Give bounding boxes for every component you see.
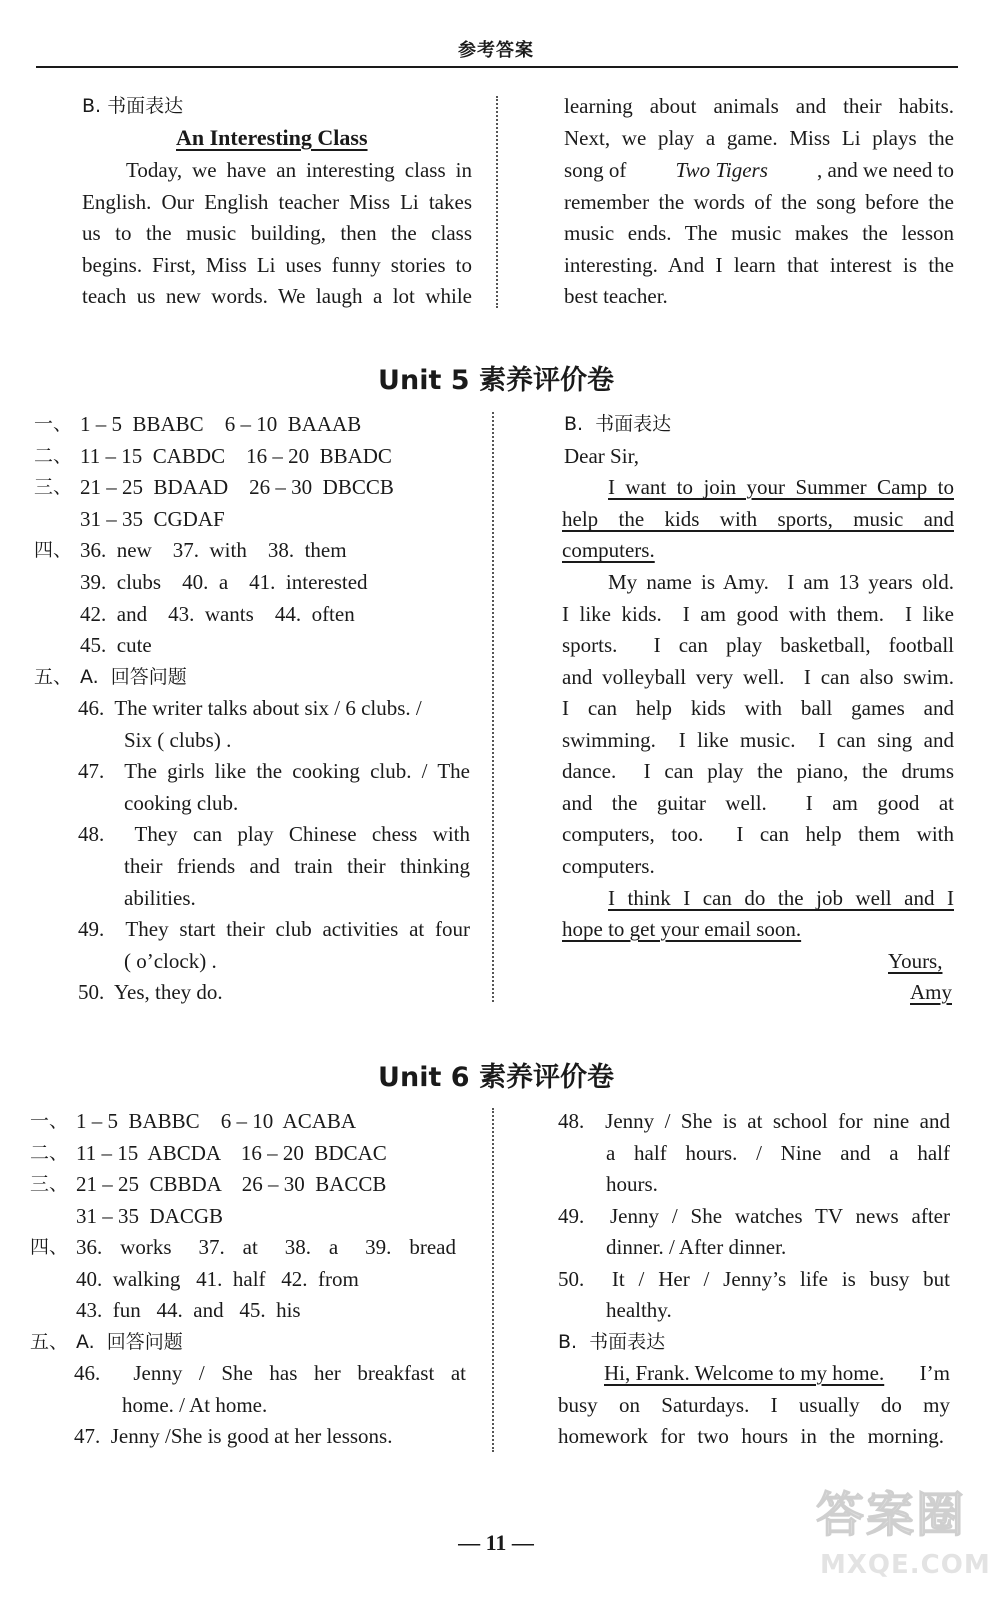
letter-line: swimming. I like music. I can sing and [562, 728, 954, 752]
answer-line: 11 – 15 ABCDA 16 – 20 BDCAC [76, 1141, 387, 1165]
answer-line: 48. Jenny / She is at school for nine and [558, 1109, 950, 1133]
answer-line: dinner. / After dinner. [606, 1235, 787, 1259]
section-number: 三、 [34, 476, 73, 498]
essay-text: Hi, Frank. Welcome to my home. [604, 1361, 885, 1385]
letter-line: I think I can do the job well and I [608, 886, 954, 910]
watermark-text-top: 答案圈 [816, 1487, 967, 1543]
letter-greeting: Dear Sir, [564, 444, 639, 468]
letter-line: help the kids with sports, music and [562, 507, 954, 531]
letter-line: sports. I can play basketball, football [562, 633, 954, 657]
page-number: — 11 — [458, 1530, 534, 1555]
answer-line: 31 – 35 DACGB [76, 1204, 224, 1228]
answer-line: 48. They can play Chinese chess with [78, 822, 470, 846]
unit6-title: Unit 6 素养评价卷 [378, 1062, 614, 1093]
section-number: 一、 [34, 413, 73, 435]
answer-line: 40. walking 41. half 42. from [76, 1267, 359, 1291]
answer-line: 45. cute [80, 633, 152, 657]
letter-line: computers. [562, 854, 655, 878]
essay-line: teach us new words. We laugh a lot while [82, 284, 472, 308]
essay-line: Today, we have an interesting class in [126, 158, 472, 182]
answer-line: ( o’clock) . [124, 949, 217, 973]
answer-line: Six ( clubs) . [124, 728, 232, 752]
answer-line: 11 – 15 CABDC 16 – 20 BBADC [80, 444, 392, 468]
letter-line: and volleyball very well. I can also swim. [562, 665, 954, 689]
answer-line: 49. Jenny / She watches TV news after [558, 1204, 950, 1228]
answer-line: 1 – 5 BABBC 6 – 10 ACABA [76, 1109, 357, 1133]
essay-title: An Interesting Class [176, 125, 368, 150]
answer-line: 46. Jenny / She has her breakfast at [74, 1361, 466, 1385]
essay-line: remember the words of the song before the [564, 190, 954, 214]
page-header-title: 参考答案 [458, 40, 534, 61]
letter-line: I like kids. I am good with them. I like [562, 602, 954, 626]
answer-line: 43. fun 44. and 45. his [76, 1298, 301, 1322]
letter-line: dance. I can play the piano, the drums [562, 759, 954, 783]
essay-line: best teacher. [564, 284, 668, 308]
section-number: 二、 [30, 1142, 69, 1164]
answer-line: 39. clubs 40. a 41. interested [80, 570, 368, 594]
answer-line: cooking club. [124, 791, 239, 815]
column-divider-unit6 [492, 1108, 494, 1452]
letter-line: My name is Amy. I am 13 years old. [608, 570, 954, 594]
section-number: 一、 [30, 1110, 69, 1132]
answer-line: home. / At home. [122, 1393, 268, 1417]
essay-line: music ends. The music makes the lesson [564, 221, 954, 245]
letter-line: computers. [562, 538, 655, 562]
song-title: Two Tigers [675, 158, 768, 182]
watermark-logo [812, 1470, 991, 1590]
letter-signature: Amy [910, 980, 952, 1004]
essay-line-mixed [564, 154, 954, 186]
answer-line: 21 – 25 BDAAD 26 – 30 DBCCB [80, 475, 394, 499]
answer-line: 46. The writer talks about six / 6 clubs. / [78, 696, 422, 720]
answer-line: a half hours. / Nine and a half [606, 1141, 950, 1165]
essay-line-mixed [604, 1357, 950, 1389]
section-number: 四、 [34, 539, 73, 561]
answer-line: 36. new 37. with 38. them [80, 538, 347, 562]
essay-line: homework for two hours in the morning. [558, 1424, 944, 1448]
letter-line: hope to get your email soon. [562, 917, 802, 941]
section-label: B. 书面表达 [564, 413, 672, 435]
essay-line: learning about animals and their habits. [564, 94, 954, 118]
essay-line: Next, we play a game. Miss Li plays the [564, 126, 954, 150]
essay-line: busy on Saturdays. I usually do my [558, 1393, 950, 1417]
answer-line: 21 – 25 CBBDA 26 – 30 BACCB [76, 1172, 387, 1196]
answer-line: 50. Yes, they do. [78, 980, 223, 1004]
section-number: 五、 [30, 1331, 69, 1353]
section-label: B. 书面表达 [82, 95, 184, 117]
answer-line: abilities. [124, 886, 196, 910]
answer-line: 50. It / Her / Jenny’s life is busy but [558, 1267, 950, 1291]
unit5-title: Unit 5 素养评价卷 [378, 365, 614, 396]
answer-line: 31 – 35 CGDAF [80, 507, 225, 531]
section-number: 三、 [30, 1173, 69, 1195]
section-number: 五、 [34, 666, 73, 688]
essay-line: begins. First, Miss Li uses funny stories to [82, 253, 472, 277]
letter-line: I want to join your Summer Camp to [608, 475, 954, 499]
column-divider-top [496, 96, 498, 308]
subsection-label: A. 回答问题 [80, 666, 187, 688]
letter-line: I can help kids with ball games and [562, 696, 954, 720]
answer-line: their friends and train their thinking [124, 854, 470, 878]
section-number: 二、 [34, 445, 73, 467]
section-number: 四、 [30, 1236, 69, 1258]
essay-line: us to the music building, then the class [82, 221, 472, 245]
column-divider-unit5 [492, 412, 494, 1002]
letter-line: computers, too. I can help them with [562, 822, 954, 846]
answer-line: 47. The girls like the cooking club. / The [78, 759, 470, 783]
answer-line: 49. They start their club activities at four [78, 917, 470, 941]
answer-line: 42. and 43. wants 44. often [80, 602, 355, 626]
essay-line: English. Our English teacher Miss Li takes [82, 190, 472, 214]
essay-line: interesting. And I learn that interest is the [564, 253, 954, 277]
answer-line: 47. Jenny /She is good at her lessons. [74, 1424, 393, 1448]
essay-text: I’m [919, 1361, 950, 1385]
essay-text: song of [564, 158, 627, 182]
answer-line: hours. [606, 1172, 658, 1196]
letter-line: and the guitar well. I am good at [562, 791, 954, 815]
answer-line: 36. works 37. at 38. a 39. bread [76, 1235, 456, 1259]
essay-text: , and we need to [816, 158, 954, 182]
letter-closing: Yours, [888, 949, 943, 973]
subsection-label: A. 回答问题 [76, 1331, 183, 1353]
header-rule [36, 66, 958, 68]
answer-line: healthy. [606, 1298, 672, 1322]
answer-line: 1 – 5 BBABC 6 – 10 BAAAB [80, 412, 362, 436]
watermark-text-bottom: MXQE.COM [820, 1550, 991, 1580]
section-label: B. 书面表达 [558, 1331, 666, 1353]
